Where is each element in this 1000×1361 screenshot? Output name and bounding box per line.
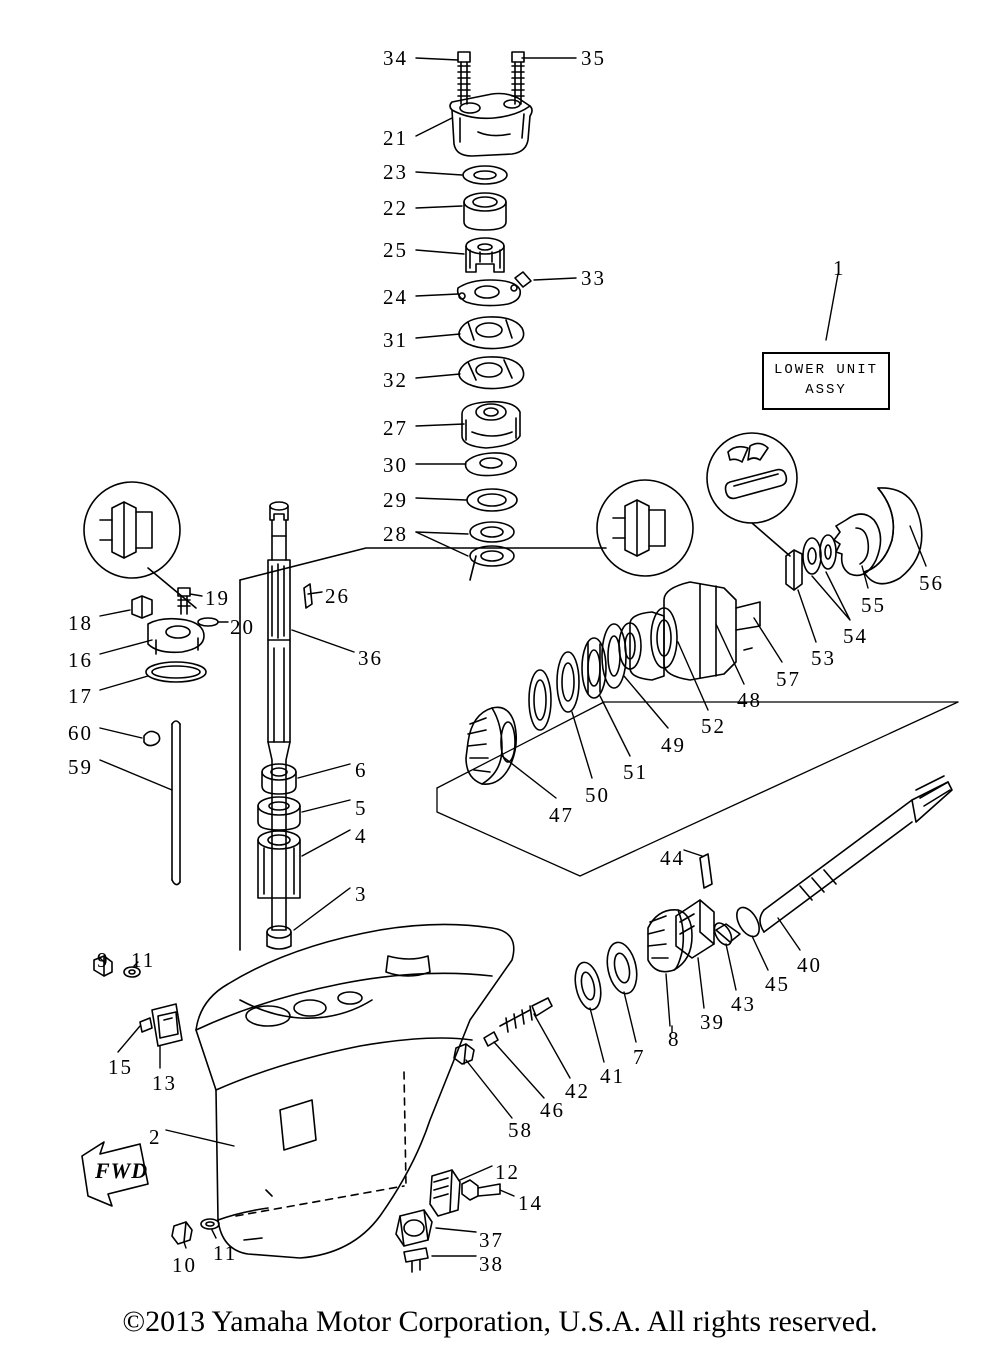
callout-30: 30	[383, 453, 408, 477]
callout-52: 52	[701, 714, 726, 738]
callout-50: 50	[585, 783, 610, 807]
part-54-washers	[803, 535, 836, 574]
part-24-wear-plate	[458, 280, 521, 306]
callout-28: 28	[383, 522, 408, 546]
part-38-cotter-pin	[404, 1248, 428, 1272]
part-32-plate	[459, 357, 524, 389]
callout-34: 34	[383, 46, 408, 70]
callout-27: 27	[383, 416, 408, 440]
callout-11: 11	[213, 1241, 238, 1265]
callout-59: 59	[68, 755, 93, 779]
callout-46: 46	[540, 1098, 565, 1122]
callout-9: 9	[97, 948, 110, 972]
callout-2: 2	[149, 1125, 162, 1149]
part-41-seal	[571, 960, 604, 1012]
callout-55: 55	[861, 593, 886, 617]
part-10-plug	[172, 1222, 192, 1244]
leader-lines	[100, 58, 926, 1256]
callout-11: 11	[131, 948, 156, 972]
callout-7: 7	[633, 1045, 646, 1069]
callout-31: 31	[383, 328, 408, 352]
callout-21: 21	[383, 126, 408, 150]
part-59-tube	[172, 721, 180, 885]
callout-39: 39	[700, 1010, 725, 1034]
detail-circle-mid	[597, 480, 693, 576]
callout-4: 4	[355, 824, 368, 848]
part-36-drive-shaft	[267, 502, 291, 949]
callout-26: 26	[325, 584, 350, 608]
lower-unit-assy-line1: LOWER UNIT	[774, 362, 879, 378]
lower-unit-assy-label	[762, 352, 890, 410]
part-21-pump-housing	[450, 94, 532, 157]
callout-33: 33	[581, 266, 606, 290]
part-27-pump-body	[462, 402, 520, 448]
callout-23: 23	[383, 160, 408, 184]
callout-40: 40	[797, 953, 822, 977]
part-60-clip	[144, 731, 160, 745]
leader-detail-right	[752, 523, 790, 556]
part-12-trim-tab	[430, 1170, 460, 1216]
callout-8: 8	[668, 1027, 681, 1051]
callout-56: 56	[919, 571, 944, 595]
part-26-pin	[304, 584, 312, 608]
callout-36: 36	[358, 646, 383, 670]
part-44-pin	[700, 854, 712, 888]
part-40-propeller-shaft	[760, 776, 952, 932]
part-29-seal	[467, 489, 517, 511]
callout-42: 42	[565, 1079, 590, 1103]
fwd-direction-label: FWD	[95, 1158, 149, 1183]
callout-1: 1	[833, 256, 846, 280]
detail-circle-right	[707, 433, 797, 523]
callout-41: 41	[600, 1064, 625, 1088]
part-53-nut	[786, 550, 802, 590]
part-55-tab-washer	[834, 514, 881, 575]
callout-29: 29	[383, 488, 408, 512]
callout-10: 10	[172, 1253, 197, 1277]
callout-17: 17	[68, 684, 93, 708]
part-33-pin	[515, 272, 531, 287]
callout-15: 15	[108, 1055, 133, 1079]
part-50-shim	[529, 670, 551, 730]
detail-circle-left	[84, 482, 180, 578]
callout-51: 51	[623, 760, 648, 784]
callout-19: 19	[205, 586, 230, 610]
callout-12: 12	[495, 1160, 520, 1184]
callout-47: 47	[549, 803, 574, 827]
callout-44: 44	[660, 846, 685, 870]
lower-unit-assy-line2: ASSY	[805, 382, 847, 399]
part-4-sleeve	[258, 831, 300, 898]
callout-6: 6	[355, 758, 368, 782]
callout-45: 45	[765, 972, 790, 996]
part-56-ring	[864, 488, 922, 584]
callout-37: 37	[479, 1228, 504, 1252]
callout-18: 18	[68, 611, 93, 635]
callout-35: 35	[581, 46, 606, 70]
part-16-housing	[148, 619, 204, 654]
callout-14: 14	[518, 1191, 543, 1215]
part-34-bolt	[458, 52, 470, 104]
part-7-bearing	[603, 940, 641, 997]
part-13-anode	[152, 1004, 182, 1046]
part-23-seal	[463, 166, 507, 184]
part-5-bearing	[258, 797, 300, 830]
callout-43: 43	[731, 992, 756, 1016]
part-37-propeller-nut	[396, 1210, 432, 1246]
callout-3: 3	[355, 882, 368, 906]
callout-5: 5	[355, 796, 368, 820]
part-51-shim	[557, 652, 579, 712]
part-6-pinion-collar	[262, 764, 296, 794]
callout-53: 53	[811, 646, 836, 670]
callout-32: 32	[383, 368, 408, 392]
part-20-washer	[198, 618, 218, 626]
leader-detail-mid-a	[240, 548, 438, 580]
copyright-notice: ©2013 Yamaha Motor Corporation, U.S.A. All rights reserved.	[122, 1305, 878, 1338]
callout-54: 54	[843, 624, 868, 648]
part-11b-washer	[201, 1219, 219, 1229]
callout-48: 48	[737, 688, 762, 712]
callout-57: 57	[776, 667, 801, 691]
part-25-impeller	[466, 238, 504, 272]
part-17-oring	[146, 662, 206, 682]
callout-13: 13	[152, 1071, 177, 1095]
callout-58: 58	[508, 1118, 533, 1142]
part-15-screw	[140, 1018, 152, 1032]
part-45-washer	[732, 904, 764, 941]
part-28-oil-seals	[470, 522, 514, 566]
part-2-lower-case	[196, 924, 514, 1258]
callout-25: 25	[383, 238, 408, 262]
part-31-plate	[459, 317, 524, 349]
callout-16: 16	[68, 648, 93, 672]
callout-49: 49	[661, 733, 686, 757]
callout-60: 60	[68, 721, 93, 745]
callout-22: 22	[383, 196, 408, 220]
callout-38: 38	[479, 1252, 504, 1276]
part-42-spring	[500, 998, 552, 1032]
part-30-gasket	[466, 453, 517, 476]
callout-24: 24	[383, 285, 408, 309]
part-22-insert-cartridge	[464, 193, 506, 230]
part-18-fitting	[132, 596, 152, 618]
part-57-bearing-housing	[651, 582, 760, 680]
callout-20: 20	[230, 615, 255, 639]
part-47-gear	[466, 707, 516, 784]
